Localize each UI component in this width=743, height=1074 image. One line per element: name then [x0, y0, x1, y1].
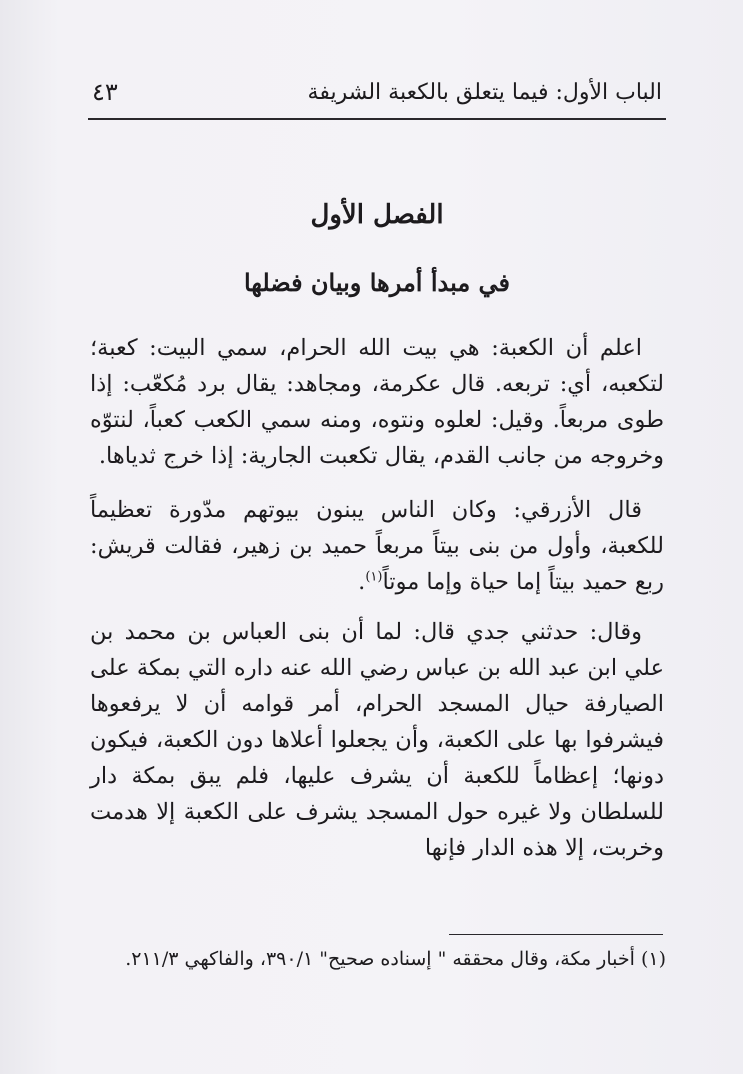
- footnote-rule: [449, 934, 663, 935]
- page-header: [92, 74, 662, 114]
- paragraph-azraqi: قال الأزرقي: وكان الناس يبنون بيوتهم مدّورة تعظيماً للكعبة، وأول من بنى بيتاً مربعاً حميد بن زهير، فقالت قريش: ربع حميد بيتاً إما حياة وإما موتاً$^{(١)}$.: [90, 497, 664, 595]
- paragraph-definition: اعلم أن الكعبة: هي بيت الله الحرام، سمي البيت: كعبة؛ لتكعبه، أي: تربعه. قال عكرمة، ومجاهد: يقال برد مُكعّب: إذا طوى مربعاً. وقيل: لعلوه ونتوه، ومنه سمي الكعب كعباً، لنتوّه وخروجه من جانب القدم، يقال تكعبت الجارية: إذا خرج ثدياها.: [90, 335, 664, 469]
- body-text: [90, 330, 664, 880]
- header-rule: [88, 118, 666, 120]
- page-number: ٤٣: [92, 78, 118, 106]
- chapter-title: الفصل الأول: [310, 200, 444, 230]
- running-title: الباب الأول: فيما يتعلق بالكعبة الشريفة: [307, 80, 662, 105]
- footnote: (١) أخبار مكة، وقال محققه " إسناده صحيح" ٣٩٠/١، والفاكهي ٢١١/٣.: [125, 948, 666, 970]
- chapter-subtitle: في مبدأ أمرها وبيان فضلها: [243, 268, 511, 297]
- paragraph-abbas-house: وقال: حدثني جدي قال: لما أن بنى العباس بن محمد بن علي ابن عبد الله بن عباس رضي الله عنه داره التي بمكة على الصيارفة حيال المسجد الحرام، أمر قوامه أن لا يرفعوها فيشرفوا بها على الكعبة، وأن يجعلوا أعلاها دون الكعبة، فيكون دونها؛ إعظاماً للكعبة أن يشرف عليها، فلم يبق بمكة دار للسلطان ولا غيره حول المسجد يشرف على الكعبة إلا هدمت وخربت، إلا هذه الدار فإنها: [90, 619, 664, 861]
- footnote-reference[interactable]: (١): [365, 569, 383, 585]
- paragraph-azraqi-text: قال الأزرقي: وكان الناس يبنون بيوتهم مدّورة تعظيماً للكعبة، وأول من بنى بيتاً مربعاً حميد بن زهير، فقالت قريش: ربع حميد بيتاً إما حياة وإما موتاً: [90, 497, 664, 595]
